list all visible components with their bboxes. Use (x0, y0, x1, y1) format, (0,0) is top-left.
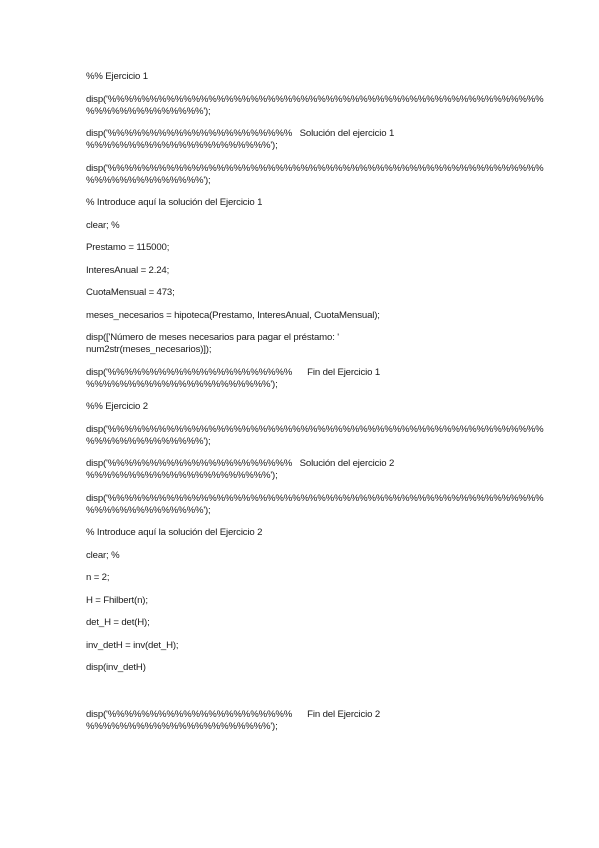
code-text: %% Ejercicio 1 (86, 71, 148, 82)
code-text: disp('%%%%%%%%%%%%%%%%%%%%%% Solución del ejercicio 1 (86, 128, 395, 139)
code-text: disp('%%%%%%%%%%%%%%%%%%%%%% Solución del ejercicio 2 (86, 458, 395, 469)
code-text: disp('%%%%%%%%%%%%%%%%%%%%%% Fin del Ejercicio 2 (86, 708, 381, 720)
code-line (86, 242, 526, 254)
code-text: clear; % (86, 549, 120, 561)
code-line (86, 572, 526, 584)
code-text: num2str(meses_necesarios)]); (86, 344, 212, 355)
code-text: disp('%%%%%%%%%%%%%%%%%%%%%%%%%%%%%%%%%%%%%%%%%%%%%%%%%%%% (86, 93, 544, 105)
code-text: %% Ejercicio 2 (86, 401, 148, 412)
code-text: disp('%%%%%%%%%%%%%%%%%%%%%% Fin del Ejercicio 1 (86, 366, 381, 378)
code-text: H = Fhilbert(n); (86, 594, 148, 606)
code-text: disp(inv_detH) (86, 662, 146, 673)
code-line (86, 617, 526, 629)
code-line (86, 662, 526, 674)
code-line (86, 492, 544, 517)
code-line (86, 458, 526, 482)
code-line (86, 550, 526, 562)
code-text: det_H = det(H); (86, 617, 150, 628)
code-text: %%%%%%%%%%%%%%'); (86, 105, 211, 117)
code-text: %%%%%%%%%%%%%%'); (86, 504, 211, 516)
code-text: n = 2; (86, 572, 110, 583)
code-text: %%%%%%%%%%%%%%%%%%%%%%'); (86, 720, 278, 732)
code-text: % Introduce aquí la solución del Ejercicio 2 (86, 527, 263, 538)
code-line (86, 287, 526, 299)
code-text: clear; % (86, 219, 120, 231)
code-text: meses_necesarios = hipoteca(Prestamo, InteresAnual, CuotaMensual); (86, 309, 380, 321)
code-text: disp('%%%%%%%%%%%%%%%%%%%%%%%%%%%%%%%%%%%%%%%%%%%%%%%%%%%% (86, 492, 544, 504)
code-text: %%%%%%%%%%%%%%'); (86, 435, 211, 447)
code-text: CuotaMensual = 473; (86, 287, 175, 298)
code-text: disp('%%%%%%%%%%%%%%%%%%%%%%%%%%%%%%%%%%%%%%%%%%%%%%%%%%%% (86, 423, 544, 435)
code-text: InteresAnual = 2.24; (86, 264, 170, 276)
code-line (86, 401, 526, 413)
code-text: % Introduce aquí la solución del Ejercicio 1 (86, 197, 263, 208)
code-line (86, 71, 526, 83)
code-line (86, 162, 544, 187)
code-line (86, 595, 526, 607)
code-line (86, 310, 526, 322)
code-text: inv_detH = inv(det_H); (86, 639, 179, 651)
code-text: Prestamo = 115000; (86, 242, 170, 253)
code-line (86, 332, 526, 356)
code-line (86, 527, 526, 539)
code-line (86, 423, 544, 448)
code-text: %%%%%%%%%%%%%%%%%%%%%%'); (86, 140, 278, 151)
code-text: %%%%%%%%%%%%%%%%%%%%%%'); (86, 470, 278, 481)
code-line (86, 128, 526, 152)
code-text: %%%%%%%%%%%%%%%%%%%%%%'); (86, 378, 278, 390)
code-line (86, 93, 544, 118)
code-line (86, 709, 526, 733)
code-text: disp(['Número de meses necesarios para pagar el préstamo: ' (86, 332, 339, 343)
code-line (86, 220, 526, 232)
code-line (86, 197, 526, 209)
code-line (86, 640, 526, 652)
code-text: disp('%%%%%%%%%%%%%%%%%%%%%%%%%%%%%%%%%%%%%%%%%%%%%%%%%%%% (86, 162, 544, 174)
code-line (86, 265, 526, 277)
document-body (86, 71, 544, 743)
code-text: %%%%%%%%%%%%%%'); (86, 174, 211, 186)
code-line (86, 367, 526, 391)
blank-space (86, 685, 526, 709)
